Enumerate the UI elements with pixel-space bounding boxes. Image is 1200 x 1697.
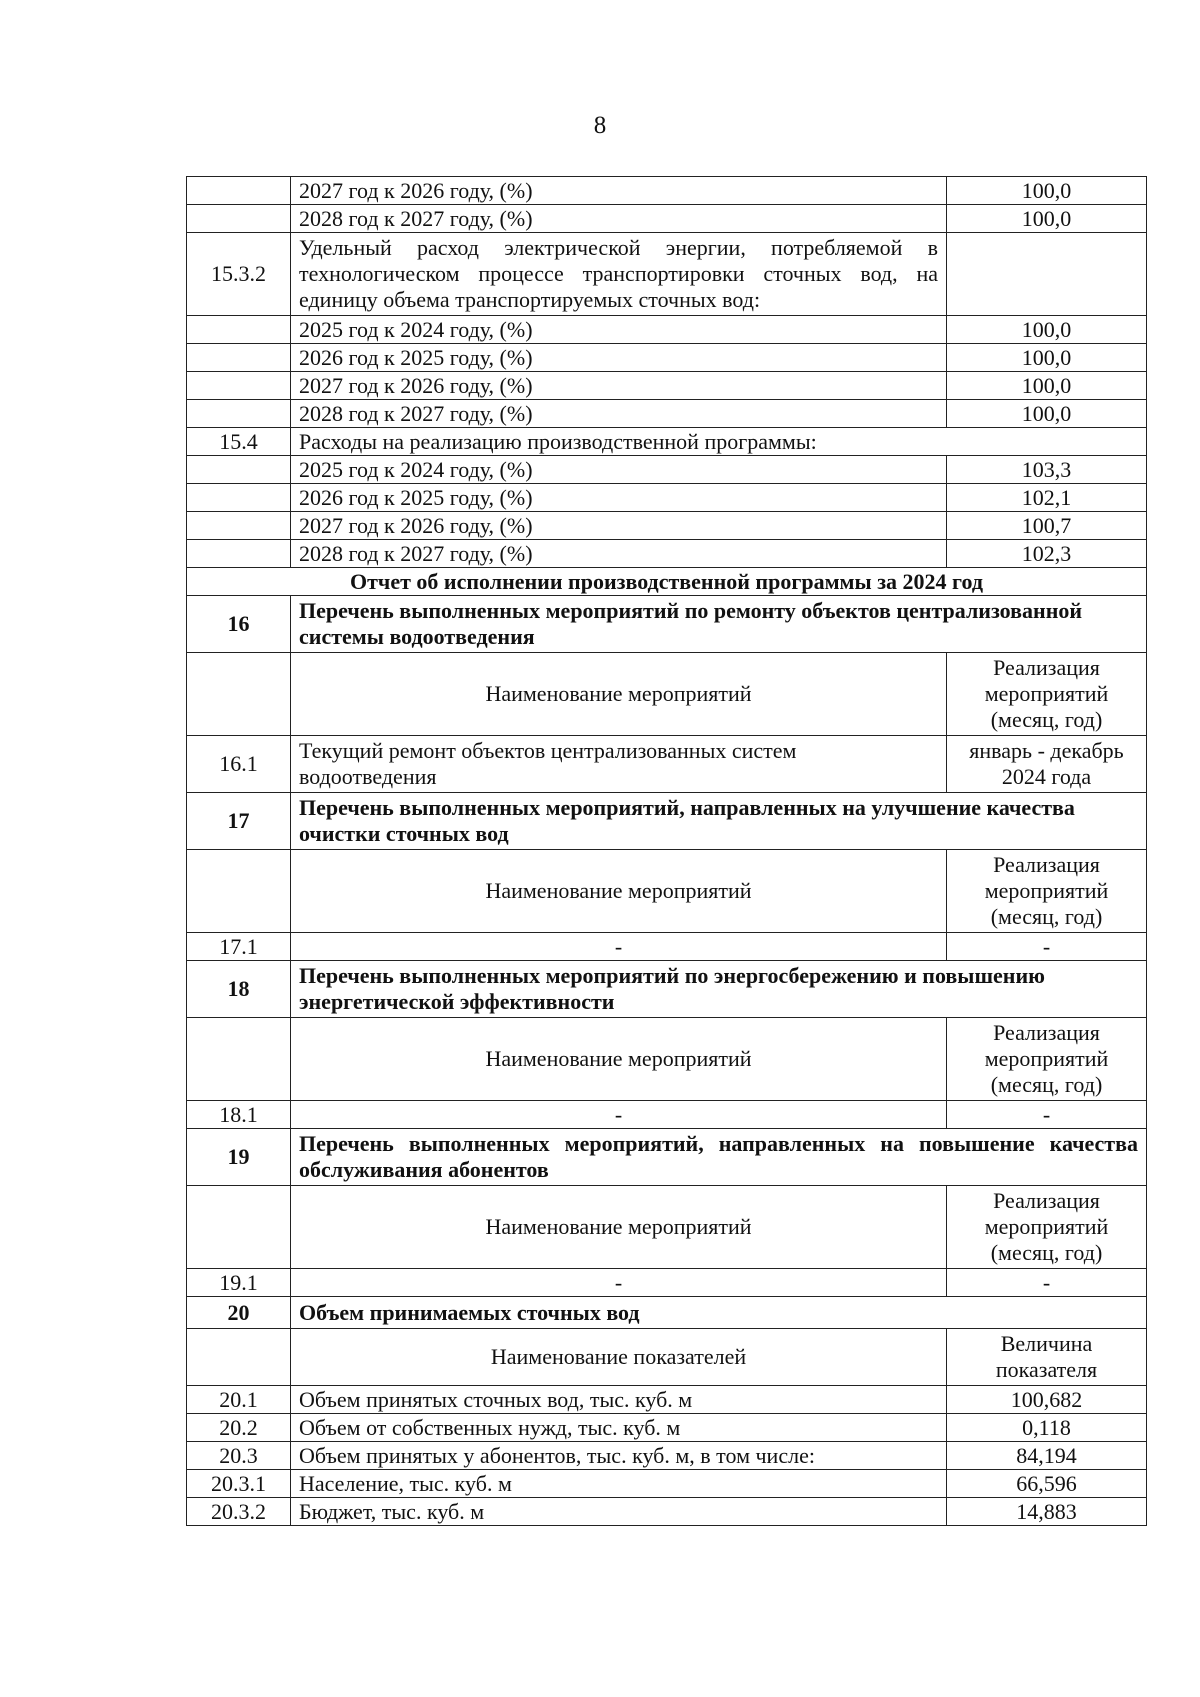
table-row: [187, 1186, 1147, 1269]
table-row: [187, 316, 1147, 344]
row-value: -: [947, 1269, 1147, 1297]
row-number: [187, 456, 291, 484]
table-row: [187, 512, 1147, 540]
empty-cell: [187, 850, 291, 933]
row-value: 100,0: [947, 177, 1147, 205]
row-value: 100,0: [947, 344, 1147, 372]
section-number: 16: [187, 596, 291, 653]
row-number: 20.3.1: [187, 1470, 291, 1498]
column-header-name: Наименование мероприятий: [291, 850, 947, 933]
row-number: 19.1: [187, 1269, 291, 1297]
row-number: [187, 540, 291, 568]
row-label: Бюджет, тыс. куб. м: [291, 1498, 947, 1526]
table-row: [187, 1414, 1147, 1442]
section-number: 18: [187, 961, 291, 1018]
row-number: 17.1: [187, 933, 291, 961]
row-number: [187, 372, 291, 400]
row-label: 2028 год к 2027 году, (%): [291, 400, 947, 428]
table-row: [187, 233, 1147, 316]
row-number: [187, 316, 291, 344]
column-header-value: Реализация мероприятий (месяц, год): [947, 653, 1147, 736]
table-row: [187, 1101, 1147, 1129]
empty-cell: [187, 653, 291, 736]
row-label: 2027 год к 2026 году, (%): [291, 177, 947, 205]
table-row: [187, 1297, 1147, 1329]
section-title: Перечень выполненных мероприятий, направленных на повышение качества обслуживания абонентов: [291, 1129, 1147, 1186]
row-label: 2025 год к 2024 году, (%): [291, 456, 947, 484]
section-number: 19: [187, 1129, 291, 1186]
row-number: [187, 177, 291, 205]
row-label: -: [291, 1101, 947, 1129]
row-label: 2027 год к 2026 году, (%): [291, 512, 947, 540]
row-value: 14,883: [947, 1498, 1147, 1526]
column-header-name: Наименование мероприятий: [291, 1018, 947, 1101]
row-value: 0,118: [947, 1414, 1147, 1442]
row-value: январь - декабрь 2024 года: [947, 736, 1147, 793]
row-label: -: [291, 933, 947, 961]
empty-cell: [187, 1018, 291, 1101]
row-value: 66,596: [947, 1470, 1147, 1498]
row-value: 100,0: [947, 205, 1147, 233]
section-title: Объем принимаемых сточных вод: [291, 1297, 1147, 1329]
section-title: Перечень выполненных мероприятий по энергосбережению и повышению энергетической эффективности: [291, 961, 1147, 1018]
table-row: [187, 177, 1147, 205]
table-row: [187, 428, 1147, 456]
column-header-value: Реализация мероприятий (месяц, год): [947, 850, 1147, 933]
row-label: 2025 год к 2024 году, (%): [291, 316, 947, 344]
row-number: 15.4: [187, 428, 291, 456]
row-label: 2026 год к 2025 году, (%): [291, 484, 947, 512]
column-header-value: Величина показателя: [947, 1329, 1147, 1386]
section-title: Перечень выполненных мероприятий по ремонту объектов централизованной системы водоотведения: [291, 596, 1147, 653]
row-number: 18.1: [187, 1101, 291, 1129]
row-value: 103,3: [947, 456, 1147, 484]
page-number: 8: [593, 112, 607, 139]
row-number: [187, 400, 291, 428]
table-row: [187, 1386, 1147, 1414]
table-row: [187, 344, 1147, 372]
table-row: [187, 1129, 1147, 1186]
row-value: 102,3: [947, 540, 1147, 568]
row-value: 102,1: [947, 484, 1147, 512]
row-number: [187, 344, 291, 372]
table-row: [187, 205, 1147, 233]
empty-cell: [187, 1186, 291, 1269]
column-header-name: Наименование показателей: [291, 1329, 947, 1386]
table-row: [187, 1498, 1147, 1526]
row-label: Расходы на реализацию производственной программы:: [291, 428, 1147, 456]
empty-cell: [187, 1329, 291, 1386]
row-label: 2028 год к 2027 году, (%): [291, 540, 947, 568]
row-number: 20.3.2: [187, 1498, 291, 1526]
row-number: [187, 205, 291, 233]
row-number: 20.1: [187, 1386, 291, 1414]
table-row: [187, 372, 1147, 400]
row-label: Население, тыс. куб. м: [291, 1470, 947, 1498]
row-value: 100,682: [947, 1386, 1147, 1414]
table-row: [187, 484, 1147, 512]
row-number: [187, 512, 291, 540]
row-value: [947, 233, 1147, 316]
section-heading: Отчет об исполнении производственной программы за 2024 год: [187, 568, 1147, 596]
section-number: 20: [187, 1297, 291, 1329]
section-title: Перечень выполненных мероприятий, направленных на улучшение качества очистки сточных вод: [291, 793, 1147, 850]
row-label: -: [291, 1269, 947, 1297]
row-label: 2027 год к 2026 году, (%): [291, 372, 947, 400]
row-label: Удельный расход электрической энергии, потребляемой в технологическом процессе транспортировки сточных вод, на единицу объема транспортируемых сточных вод:: [291, 233, 947, 316]
row-label: Текущий ремонт объектов централизованных систем водоотведения: [291, 736, 947, 793]
table-row: [187, 1470, 1147, 1498]
table-row: [187, 933, 1147, 961]
table-row: [187, 736, 1147, 793]
table-row: [187, 456, 1147, 484]
row-number: 15.3.2: [187, 233, 291, 316]
row-value: -: [947, 933, 1147, 961]
row-value: 100,0: [947, 400, 1147, 428]
table-row: [187, 540, 1147, 568]
row-value: 100,0: [947, 372, 1147, 400]
row-number: 16.1: [187, 736, 291, 793]
table-row: [187, 1269, 1147, 1297]
table-row: [187, 793, 1147, 850]
row-label: Объем принятых у абонентов, тыс. куб. м, в том числе:: [291, 1442, 947, 1470]
section-number: 17: [187, 793, 291, 850]
row-value: 100,0: [947, 316, 1147, 344]
table-row: [187, 568, 1147, 596]
column-header-name: Наименование мероприятий: [291, 653, 947, 736]
table-row: [187, 1442, 1147, 1470]
table-row: [187, 1018, 1147, 1101]
column-header-value: Реализация мероприятий (месяц, год): [947, 1186, 1147, 1269]
table-row: [187, 1329, 1147, 1386]
row-number: [187, 484, 291, 512]
column-header-name: Наименование мероприятий: [291, 1186, 947, 1269]
row-label: Объем принятых сточных вод, тыс. куб. м: [291, 1386, 947, 1414]
row-value: 84,194: [947, 1442, 1147, 1470]
row-value: -: [947, 1101, 1147, 1129]
table-row: [187, 400, 1147, 428]
table-row: [187, 596, 1147, 653]
row-label: 2026 год к 2025 году, (%): [291, 344, 947, 372]
row-value: 100,7: [947, 512, 1147, 540]
column-header-value: Реализация мероприятий (месяц, год): [947, 1018, 1147, 1101]
production-program-table: [186, 176, 1147, 1526]
row-number: 20.3: [187, 1442, 291, 1470]
table-body: [187, 177, 1147, 1526]
row-number: 20.2: [187, 1414, 291, 1442]
table-row: [187, 850, 1147, 933]
table-row: [187, 653, 1147, 736]
table-row: [187, 961, 1147, 1018]
row-label: 2028 год к 2027 году, (%): [291, 205, 947, 233]
row-label: Объем от собственных нужд, тыс. куб. м: [291, 1414, 947, 1442]
